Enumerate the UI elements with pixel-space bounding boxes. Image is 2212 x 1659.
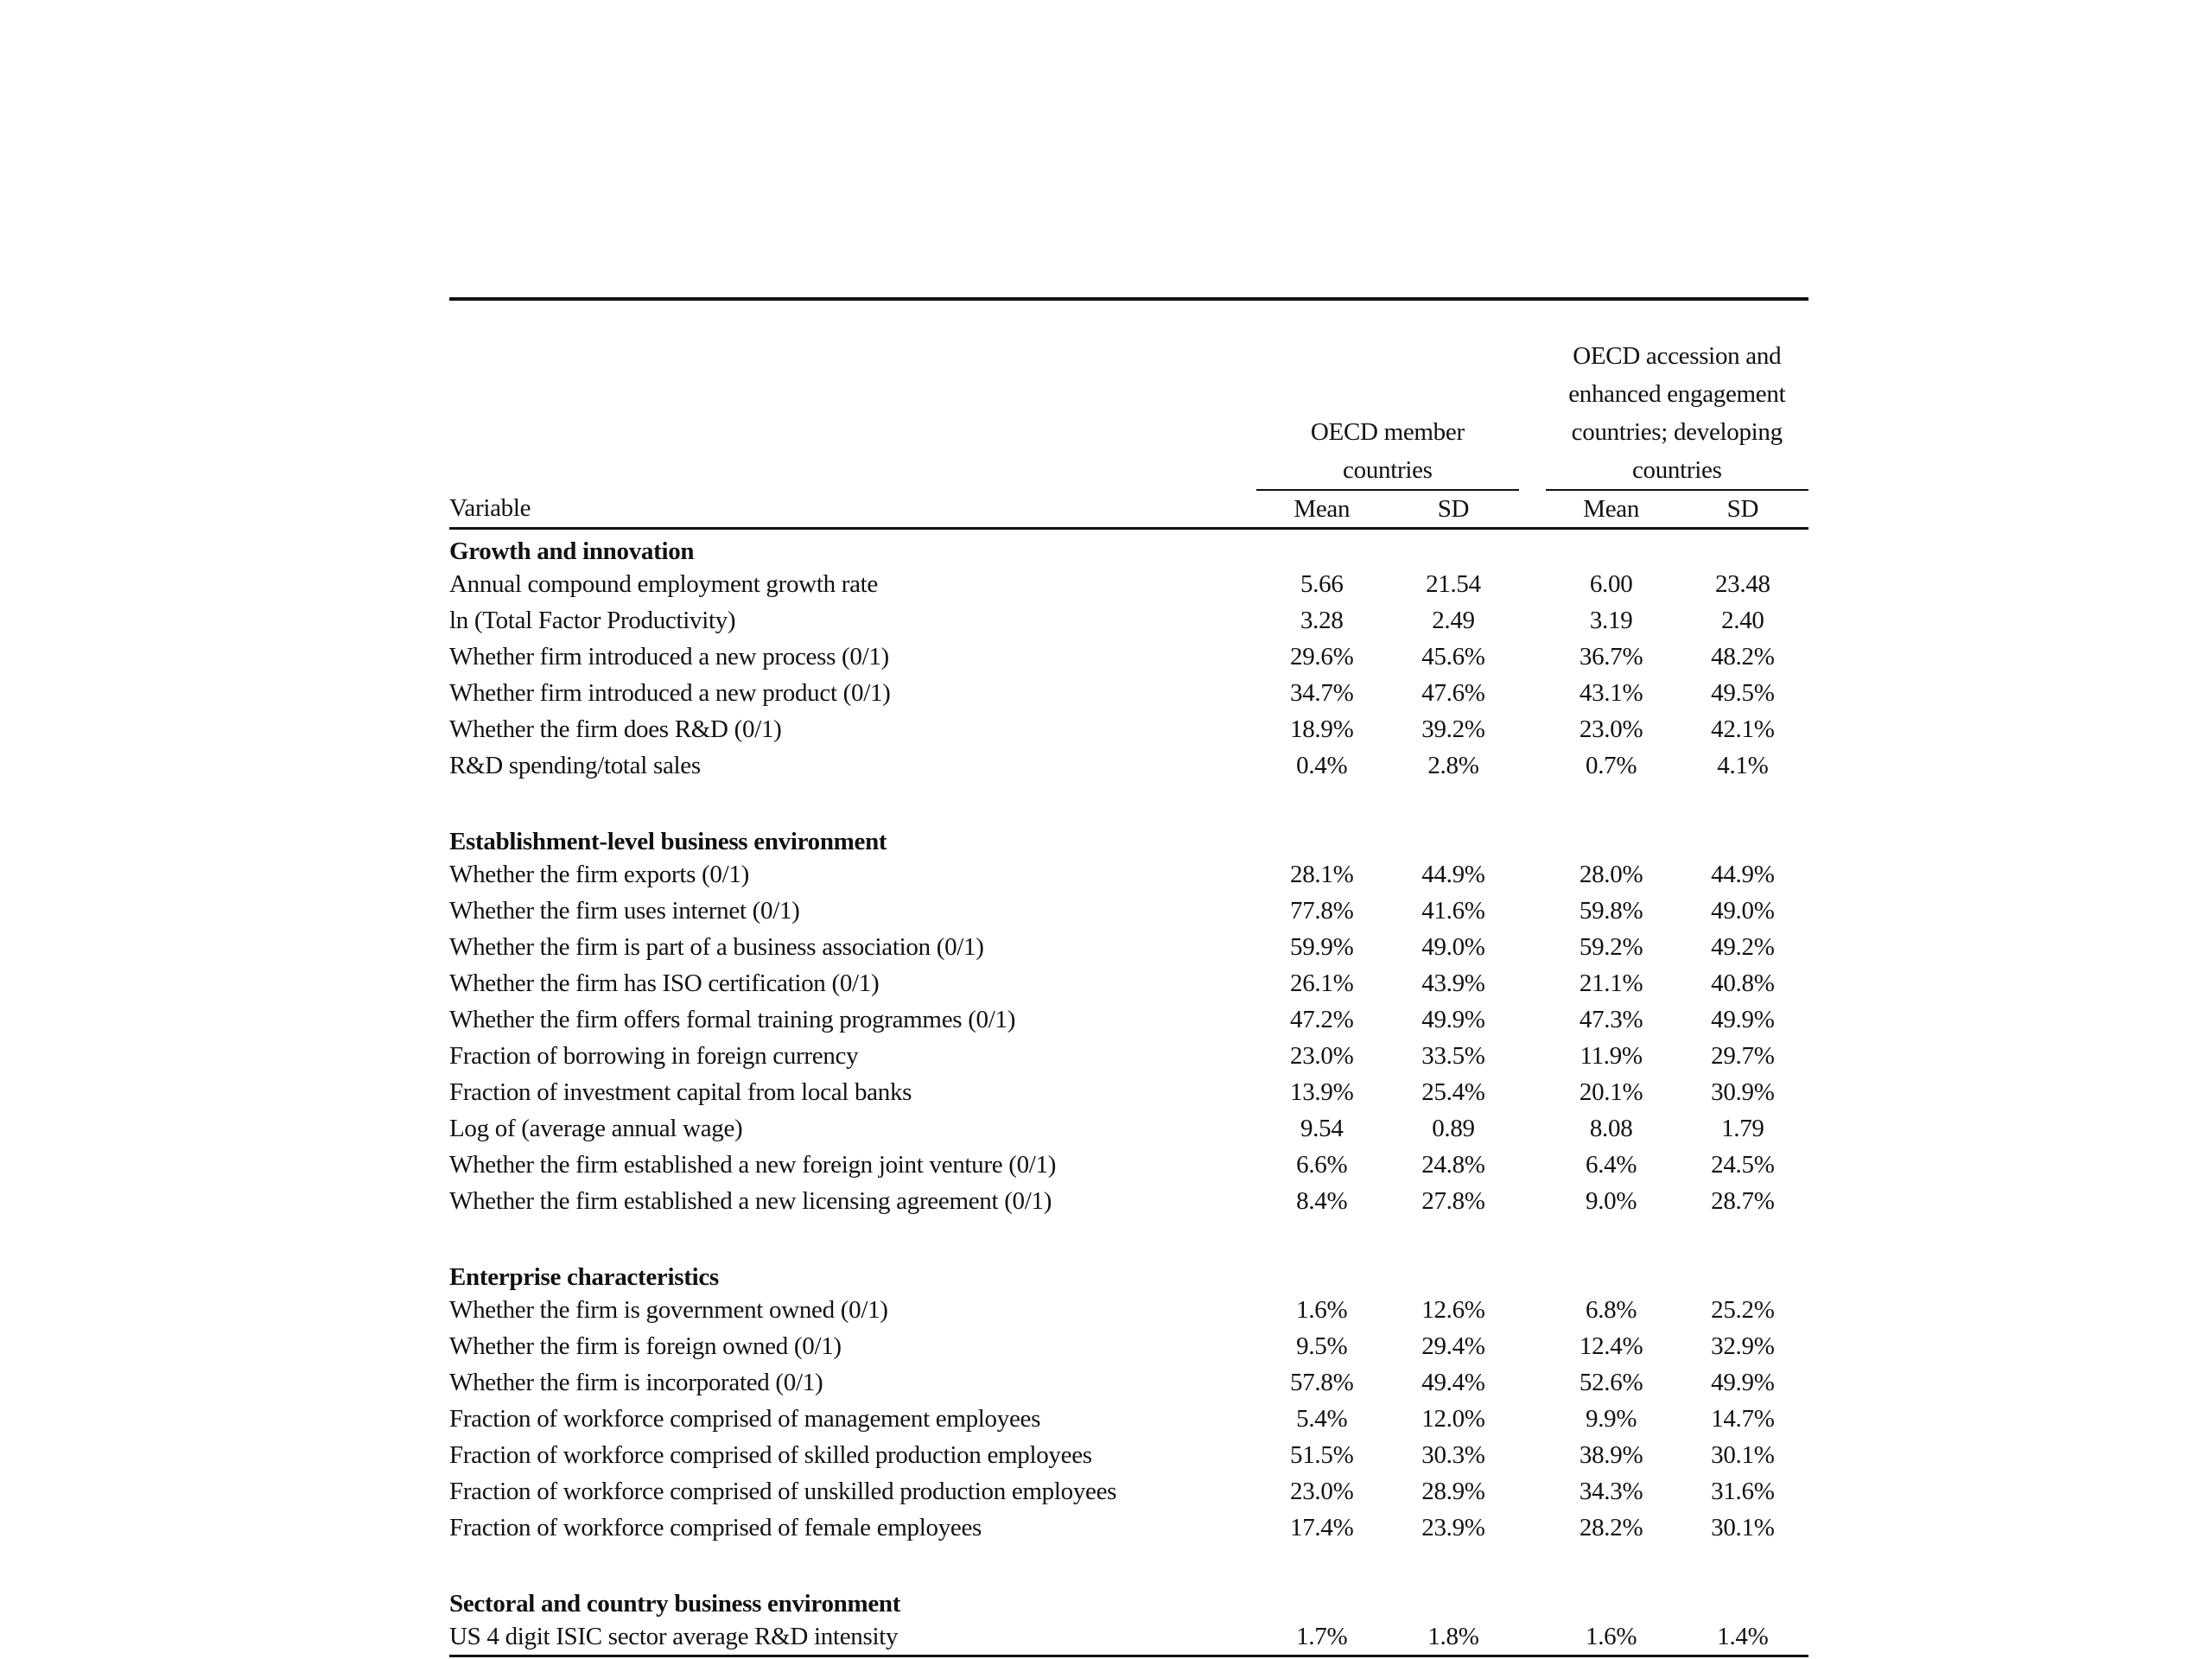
section-header-row	[449, 529, 1808, 567]
oecd-sd-cell: 27.8%	[1421, 1186, 1485, 1215]
group-header-row	[449, 337, 1808, 490]
oecd-mean-cell: 1.7%	[1256, 1618, 1388, 1656]
oecd-mean-cell: 5.66	[1300, 569, 1344, 598]
oecd-mean-cell: 3.28	[1300, 606, 1344, 634]
nonoecd-mean-cell: 38.9%	[1579, 1440, 1643, 1469]
oecd-mean-cell: 34.7%	[1290, 678, 1354, 707]
variable-label: Annual compound employment growth rate	[449, 569, 878, 598]
nonoecd-sd-cell: 49.2%	[1711, 932, 1775, 961]
nonoecd-sd-cell: 30.1%	[1711, 1513, 1775, 1541]
table-row	[449, 1473, 1808, 1510]
oecd-sd-cell: 49.9%	[1421, 1005, 1485, 1033]
table-row	[449, 675, 1808, 711]
nonoecd-mean-cell: 20.1%	[1579, 1077, 1643, 1106]
oecd-mean-cell: 77.8%	[1290, 896, 1354, 925]
section-spacer	[449, 1219, 1808, 1255]
oecd-sd-cell: 2.8%	[1427, 751, 1479, 779]
nonoecd-sd-cell: 44.9%	[1711, 860, 1775, 888]
oecd-mean-cell: 9.54	[1300, 1114, 1344, 1142]
oecd-sd-cell: 49.4%	[1421, 1368, 1485, 1396]
table-row	[449, 1437, 1808, 1473]
variable-label: Whether the firm established a new foreign joint venture (0/1)	[449, 1150, 1057, 1179]
oecd-mean-cell: 29.6%	[1290, 642, 1354, 671]
variable-label: Whether the firm is foreign owned (0/1)	[449, 1332, 842, 1360]
table-row	[449, 1364, 1808, 1401]
variable-label: Whether the firm is incorporated (0/1)	[449, 1368, 823, 1396]
table-row	[449, 1401, 1808, 1437]
nonoecd-sd-cell: 49.0%	[1711, 896, 1775, 925]
nonoecd-sd-cell: 24.5%	[1711, 1150, 1775, 1179]
oecd-mean-cell: 0.4%	[1296, 751, 1348, 779]
nonoecd-mean-cell: 6.4%	[1586, 1150, 1637, 1179]
oecd-sd-cell: 29.4%	[1421, 1332, 1485, 1360]
oecd-mean-cell: 57.8%	[1290, 1368, 1354, 1396]
variable-label: Whether the firm offers formal training programmes (0/1)	[449, 1005, 1016, 1033]
section-title: Enterprise characteristics	[449, 1263, 719, 1291]
oecd-sd-cell: 47.6%	[1421, 678, 1485, 707]
summary-statistics-table	[449, 297, 1808, 1657]
oecd-sd-cell: 33.5%	[1421, 1041, 1485, 1070]
nonoecd-sd-cell: 2.40	[1721, 606, 1764, 634]
group-header-oecd-members	[1256, 337, 1519, 490]
section-header-row	[449, 820, 1808, 856]
nonoecd-sd-cell: 4.1%	[1717, 751, 1769, 779]
variable-label: Whether the firm is part of a business association (0/1)	[449, 932, 984, 961]
variable-label: Whether the firm is government owned (0/1)	[449, 1295, 888, 1324]
nonoecd-mean-cell: 23.0%	[1579, 715, 1643, 743]
nonoecd-sd-cell: 30.9%	[1711, 1077, 1775, 1106]
table-row	[449, 1510, 1808, 1546]
oecd-mean-cell: 23.0%	[1290, 1041, 1354, 1070]
variable-label: US 4 digit ISIC sector average R&D intensity	[449, 1618, 1256, 1656]
oecd-sd-cell: 21.54	[1426, 569, 1481, 598]
variable-label: Fraction of workforce comprised of unskilled production employees	[449, 1477, 1117, 1505]
nonoecd-mean-cell: 36.7%	[1579, 642, 1643, 671]
table-row	[449, 1074, 1808, 1110]
nonoecd-mean-cell: 21.1%	[1579, 969, 1643, 997]
variable-label: Fraction of workforce comprised of skilled production employees	[449, 1440, 1092, 1469]
variable-label: Whether the firm established a new licensing agreement (0/1)	[449, 1186, 1052, 1215]
group2-line4: countries	[1631, 456, 1722, 484]
oecd-mean-cell: 47.2%	[1290, 1005, 1354, 1033]
table-row	[449, 602, 1808, 639]
oecd-mean-cell: 17.4%	[1290, 1513, 1354, 1541]
nonoecd-mean-cell: 1.6%	[1546, 1618, 1677, 1656]
nonoecd-mean-cell: 28.0%	[1579, 860, 1643, 888]
nonoecd-mean-cell: 9.0%	[1586, 1186, 1637, 1215]
oecd-sd-cell: 0.89	[1432, 1114, 1475, 1142]
oecd-mean-cell: 5.4%	[1296, 1404, 1348, 1433]
nonoecd-sd-cell: 31.6%	[1711, 1477, 1775, 1505]
nonoecd-mean-cell: 11.9%	[1580, 1041, 1643, 1070]
section-header-row	[449, 1255, 1808, 1292]
variable-label: Whether firm introduced a new process (0/1)	[449, 642, 889, 671]
nonoecd-mean-cell: 3.19	[1589, 606, 1633, 634]
oecd-sd-cell: 2.49	[1432, 606, 1475, 634]
section-title: Sectoral and country business environment	[449, 1590, 901, 1618]
group2-line1: OECD accession and	[1573, 342, 1782, 370]
nonoecd-mean-cell: 6.00	[1589, 569, 1633, 598]
oecd-sd-cell: 23.9%	[1421, 1513, 1485, 1541]
oecd-sd-cell: 28.9%	[1421, 1477, 1485, 1505]
column-header-row	[449, 490, 1808, 529]
mean-header-1: Mean	[1256, 490, 1388, 529]
oecd-sd-cell: 43.9%	[1421, 969, 1485, 997]
oecd-mean-cell: 18.9%	[1290, 715, 1354, 743]
oecd-sd-cell: 41.6%	[1421, 896, 1485, 925]
nonoecd-sd-cell: 1.79	[1721, 1114, 1764, 1142]
table-row	[449, 1038, 1808, 1074]
nonoecd-mean-cell: 12.4%	[1579, 1332, 1643, 1360]
oecd-mean-cell: 28.1%	[1290, 860, 1354, 888]
nonoecd-sd-cell: 49.5%	[1711, 678, 1775, 707]
variable-label: R&D spending/total sales	[449, 751, 701, 779]
nonoecd-sd-cell: 49.9%	[1711, 1368, 1775, 1396]
sd-header-1: SD	[1388, 490, 1519, 529]
nonoecd-sd-cell: 28.7%	[1711, 1186, 1775, 1215]
variable-label: ln (Total Factor Productivity)	[449, 606, 736, 634]
oecd-mean-cell: 59.9%	[1290, 932, 1354, 961]
table-row	[449, 893, 1808, 929]
group1-line1: OECD member	[1310, 418, 1465, 446]
section-spacer	[449, 1546, 1808, 1582]
group1-line2: countries	[1343, 456, 1433, 484]
nonoecd-sd-cell: 42.1%	[1711, 715, 1775, 743]
oecd-mean-cell: 26.1%	[1290, 969, 1354, 997]
variable-column-header: Variable	[449, 490, 1256, 529]
oecd-sd-cell: 24.8%	[1421, 1150, 1485, 1179]
oecd-sd-cell: 45.6%	[1421, 642, 1485, 671]
section-header-row	[449, 1582, 1808, 1618]
variable-label: Whether the firm has ISO certification (0/1)	[449, 969, 880, 997]
section-title: Establishment-level business environment	[449, 828, 887, 855]
section-title: Growth and innovation	[449, 537, 695, 565]
oecd-mean-cell: 1.6%	[1296, 1295, 1348, 1324]
table-row	[449, 856, 1808, 893]
oecd-mean-cell: 9.5%	[1296, 1332, 1348, 1360]
table-row	[449, 965, 1808, 1001]
sd-header-2: SD	[1677, 490, 1808, 529]
nonoecd-sd-cell: 40.8%	[1711, 969, 1775, 997]
variable-label: Log of (average annual wage)	[449, 1114, 743, 1142]
oecd-mean-cell: 51.5%	[1290, 1440, 1354, 1469]
oecd-sd-cell: 12.0%	[1421, 1404, 1485, 1433]
oecd-sd-cell: 25.4%	[1421, 1077, 1485, 1106]
oecd-sd-cell: 39.2%	[1421, 715, 1485, 743]
nonoecd-mean-cell: 6.8%	[1586, 1295, 1637, 1324]
oecd-sd-cell: 49.0%	[1421, 932, 1485, 961]
group-header-accession-developing	[1546, 337, 1808, 490]
table-row	[449, 1292, 1808, 1328]
nonoecd-mean-cell: 59.2%	[1579, 932, 1643, 961]
variable-label: Fraction of workforce comprised of female employees	[449, 1513, 982, 1541]
table-row	[449, 711, 1808, 747]
nonoecd-mean-cell: 0.7%	[1586, 751, 1637, 779]
table-row	[449, 1328, 1808, 1364]
nonoecd-mean-cell: 59.8%	[1579, 896, 1643, 925]
variable-label: Fraction of borrowing in foreign currency	[449, 1041, 859, 1070]
mean-header-2: Mean	[1546, 490, 1677, 529]
oecd-sd-cell: 1.8%	[1388, 1618, 1519, 1656]
variable-label: Whether the firm uses internet (0/1)	[449, 896, 800, 925]
table-row	[449, 1183, 1808, 1219]
oecd-sd-cell: 30.3%	[1421, 1440, 1485, 1469]
nonoecd-mean-cell: 8.08	[1589, 1114, 1633, 1142]
nonoecd-mean-cell: 34.3%	[1579, 1477, 1643, 1505]
variable-label: Whether the firm exports (0/1)	[449, 860, 749, 888]
nonoecd-mean-cell: 9.9%	[1586, 1404, 1637, 1433]
nonoecd-mean-cell: 28.2%	[1579, 1513, 1643, 1541]
oecd-mean-cell: 23.0%	[1290, 1477, 1354, 1505]
variable-label: Fraction of workforce comprised of management employees	[449, 1404, 1041, 1433]
nonoecd-sd-cell: 49.9%	[1711, 1005, 1775, 1033]
table-row	[449, 1110, 1808, 1147]
section-spacer	[449, 784, 1808, 820]
nonoecd-sd-cell: 48.2%	[1711, 642, 1775, 671]
table-row	[449, 929, 1808, 965]
oecd-mean-cell: 13.9%	[1290, 1077, 1354, 1106]
table-row	[449, 747, 1808, 784]
table-row	[449, 1147, 1808, 1183]
nonoecd-mean-cell: 47.3%	[1579, 1005, 1643, 1033]
nonoecd-mean-cell: 43.1%	[1579, 678, 1643, 707]
group2-line2: enhanced engagement	[1568, 380, 1786, 408]
table-row	[449, 1618, 1808, 1656]
nonoecd-mean-cell: 52.6%	[1579, 1368, 1643, 1396]
oecd-mean-cell: 8.4%	[1296, 1186, 1348, 1215]
nonoecd-sd-cell: 29.7%	[1711, 1041, 1775, 1070]
table-body	[449, 529, 1808, 1656]
nonoecd-sd-cell: 1.4%	[1677, 1618, 1808, 1656]
nonoecd-sd-cell: 14.7%	[1711, 1404, 1775, 1433]
nonoecd-sd-cell: 25.2%	[1711, 1295, 1775, 1324]
nonoecd-sd-cell: 23.48	[1714, 569, 1770, 598]
group2-line3: countries; developing	[1571, 418, 1783, 446]
variable-label: Fraction of investment capital from local banks	[449, 1077, 912, 1106]
nonoecd-sd-cell: 32.9%	[1711, 1332, 1775, 1360]
variable-label: Whether the firm does R&D (0/1)	[449, 715, 782, 743]
table-row	[449, 566, 1808, 602]
oecd-mean-cell: 6.6%	[1296, 1150, 1348, 1179]
nonoecd-sd-cell: 30.1%	[1711, 1440, 1775, 1469]
oecd-sd-cell: 44.9%	[1421, 860, 1485, 888]
table-row	[449, 639, 1808, 675]
oecd-sd-cell: 12.6%	[1421, 1295, 1485, 1324]
top-rule	[449, 299, 1808, 337]
variable-label: Whether firm introduced a new product (0/1)	[449, 678, 891, 707]
table-row	[449, 1001, 1808, 1038]
